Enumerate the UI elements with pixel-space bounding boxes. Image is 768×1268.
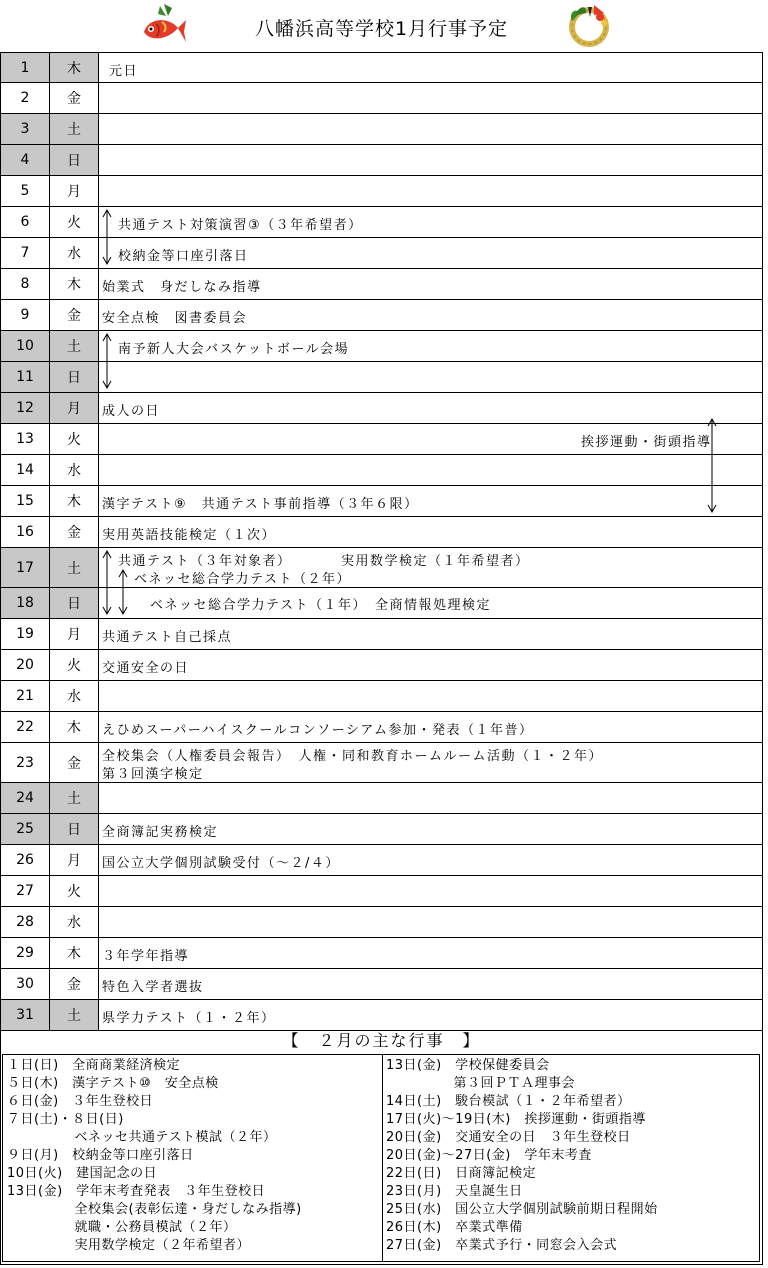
- day-number: 17: [0, 548, 50, 588]
- event-cell: [99, 619, 763, 650]
- event-cell: [99, 331, 763, 362]
- february-event: １日(日) 全商商業経済検定: [7, 1058, 181, 1073]
- weekday: 月: [50, 619, 99, 650]
- event-cell: [99, 207, 763, 238]
- event-text: 漢字テスト⑨ 共通テスト事前指導（３年６限）: [102, 497, 419, 512]
- event-cell: [99, 114, 763, 145]
- event-cell: [99, 238, 763, 269]
- day-number: 26: [0, 845, 50, 876]
- day-number: 27: [0, 876, 50, 907]
- weekday: 日: [50, 362, 99, 393]
- calendar-row: [0, 362, 763, 393]
- february-left-column: [7, 1057, 302, 1255]
- weekday: 火: [50, 424, 99, 455]
- event-cell: [99, 907, 763, 938]
- header: [0, 0, 763, 52]
- event-text: 特色入学者選抜: [102, 980, 204, 995]
- weekday: 土: [50, 331, 99, 362]
- day-number: 10: [0, 331, 50, 362]
- event-cell: [99, 362, 763, 393]
- event-text: 成人の日: [102, 404, 161, 419]
- new-year-wreath-icon: [564, 1, 614, 49]
- day-number: 24: [0, 783, 50, 814]
- event-text: 共通テスト（３年対象者）: [118, 554, 292, 569]
- weekday: 木: [50, 938, 99, 969]
- weekday: 木: [50, 486, 99, 517]
- day-number: 6: [0, 207, 50, 238]
- event-text: 校納金等口座引落日: [118, 249, 249, 264]
- day-number: 2: [0, 83, 50, 114]
- day-number: 30: [0, 969, 50, 1000]
- event-text: 安全点検 図書委員会: [102, 311, 248, 326]
- calendar-row: [0, 145, 763, 176]
- event-cell: [99, 486, 763, 517]
- weekday: 月: [50, 393, 99, 424]
- february-event: ベネッセ共通テスト模試（２年）: [7, 1130, 277, 1145]
- day-number: 3: [0, 114, 50, 145]
- event-text: 全校集会（人権委員会報告） 人権・同和教育ホームルーム活動（１・２年）: [102, 749, 604, 764]
- column-divider: [382, 1055, 383, 1261]
- day-number: 23: [0, 743, 50, 783]
- weekday: 火: [50, 876, 99, 907]
- day-number: 18: [0, 588, 50, 619]
- event-text: ３年学年指導: [102, 949, 190, 964]
- february-event: 22日(日) 日商簿記検定: [386, 1166, 537, 1181]
- event-text: 共通テスト対策演習③（３年希望者）: [118, 218, 363, 233]
- day-number: 28: [0, 907, 50, 938]
- february-event: 就職・公務員模試（２年）: [7, 1220, 237, 1235]
- weekday: 水: [50, 455, 99, 486]
- calendar-row: [0, 517, 763, 548]
- event-cell: [99, 650, 763, 681]
- event-cell: [99, 455, 763, 486]
- event-cell: [99, 712, 763, 743]
- event-cell: [99, 548, 763, 588]
- february-event: 10日(火) 建国記念の日: [7, 1166, 158, 1181]
- weekday: 日: [50, 588, 99, 619]
- calendar-row: [0, 969, 763, 1000]
- event-cell: [99, 783, 763, 814]
- calendar-row: [0, 845, 763, 876]
- day-number: 12: [0, 393, 50, 424]
- event-cell: [99, 938, 763, 969]
- calendar-row: [0, 269, 763, 300]
- february-event: ６日(金) ３年生登校日: [7, 1094, 154, 1109]
- day-number: 20: [0, 650, 50, 681]
- event-cell: [99, 52, 763, 83]
- event-cell: [99, 876, 763, 907]
- calendar-row: [0, 588, 763, 619]
- day-number: 5: [0, 176, 50, 207]
- february-event: 27日(金) 卒業式予行・同窓会入会式: [386, 1238, 618, 1253]
- event-cell: [99, 393, 763, 424]
- february-event: 13日(金) 学校保健委員会: [386, 1058, 550, 1073]
- event-text: 実用数学検定（１年希望者）: [341, 554, 530, 569]
- weekday: 金: [50, 83, 99, 114]
- february-event: 14日(土) 駿台模試（１・２年希望者）: [386, 1094, 631, 1109]
- day-number: 25: [0, 814, 50, 845]
- calendar-row: [0, 619, 763, 650]
- weekday: 土: [50, 548, 99, 588]
- february-event: 23日(月) 天皇誕生日: [386, 1184, 523, 1199]
- page-title: 八幡浜高等学校1月行事予定: [254, 18, 509, 40]
- day-number: 8: [0, 269, 50, 300]
- february-event: 13日(金) 学年末考査発表 ３年生登校日: [7, 1184, 266, 1199]
- calendar-row: [0, 238, 763, 269]
- calendar-row: [0, 331, 763, 362]
- event-text: 第３回漢字検定: [102, 767, 204, 782]
- day-number: 9: [0, 300, 50, 331]
- day-number: 14: [0, 455, 50, 486]
- event-text: 県学力テスト（１・２年）: [102, 1011, 276, 1026]
- calendar-row: [0, 548, 763, 588]
- event-cell: [99, 176, 763, 207]
- weekday: 水: [50, 907, 99, 938]
- weekday: 火: [50, 650, 99, 681]
- february-event: 第３回ＰＴＡ理事会: [386, 1076, 576, 1091]
- weekday: 木: [50, 52, 99, 83]
- february-box: [2, 1054, 760, 1262]
- weekday: 水: [50, 238, 99, 269]
- day-number: 11: [0, 362, 50, 393]
- event-text: 交通安全の日: [102, 661, 190, 676]
- weekday: 木: [50, 712, 99, 743]
- day-number: 19: [0, 619, 50, 650]
- event-cell: [99, 814, 763, 845]
- calendar-row: [0, 455, 763, 486]
- day-number: 29: [0, 938, 50, 969]
- calendar-row: [0, 814, 763, 845]
- event-cell: [99, 588, 763, 619]
- february-event: 17日(火)～19日(木) 挨拶運動・街頭指導: [386, 1112, 646, 1127]
- day-number: 1: [0, 52, 50, 83]
- event-text: 全商簿記実務検定: [102, 825, 219, 840]
- february-event: 26日(木) 卒業式準備: [386, 1220, 523, 1235]
- event-text: 実用英語技能検定（１次）: [102, 528, 277, 543]
- calendar-row: [0, 783, 763, 814]
- weekday: 土: [50, 783, 99, 814]
- weekday: 金: [50, 969, 99, 1000]
- february-event: 実用数学検定（２年希望者）: [7, 1238, 251, 1253]
- event-text: 共通テスト自己採点: [102, 630, 232, 645]
- calendar-row: [0, 743, 763, 783]
- calendar-row: [0, 424, 763, 455]
- february-summary: [0, 1024, 763, 1265]
- weekday: 日: [50, 814, 99, 845]
- event-text: ベネッセ総合学力テスト（１年） 全商情報処理検定: [150, 598, 491, 613]
- february-event: ７日(土)・８日(日): [7, 1112, 124, 1127]
- day-number: 4: [0, 145, 50, 176]
- day-number: 22: [0, 712, 50, 743]
- event-cell: [99, 145, 763, 176]
- weekday: 月: [50, 176, 99, 207]
- february-event: 20日(金)～27日(金) 学年末考査: [386, 1148, 592, 1163]
- event-text: 元日: [109, 64, 139, 79]
- calendar-row: [0, 486, 763, 517]
- calendar-row: [0, 83, 763, 114]
- event-cell: [99, 969, 763, 1000]
- calendar-row: [0, 52, 763, 83]
- calendar-row: [0, 712, 763, 743]
- event-cell: [99, 681, 763, 712]
- day-number: 16: [0, 517, 50, 548]
- weekday: 日: [50, 145, 99, 176]
- calendar-row: [0, 907, 763, 938]
- event-text: ベネッセ総合学力テスト（２年）: [134, 572, 351, 587]
- event-text: 南予新人大会バスケットボール会場: [118, 342, 350, 357]
- day-number: 31: [0, 1000, 50, 1031]
- weekday: 金: [50, 743, 99, 783]
- calendar-row: [0, 300, 763, 331]
- calendar-row: [0, 938, 763, 969]
- february-title: 【 ２月の主な行事 】: [282, 1031, 481, 1050]
- february-event: ９日(月) 校納金等口座引落日: [7, 1148, 194, 1163]
- event-text: 始業式 身だしなみ指導: [102, 280, 262, 295]
- calendar-row: [0, 393, 763, 424]
- event-cell: [99, 269, 763, 300]
- weekday: 木: [50, 269, 99, 300]
- calendar-row: [0, 176, 763, 207]
- february-event: 25日(水) 国公立大学個別試験前期日程開始: [386, 1202, 658, 1217]
- weekday: 月: [50, 845, 99, 876]
- event-text: 国公立大学個別試験受付（～２/４）: [102, 856, 340, 871]
- february-event: 全校集会(表彰伝達・身だしなみ指導): [7, 1202, 302, 1217]
- day-number: 21: [0, 681, 50, 712]
- february-right-column: [386, 1057, 658, 1255]
- february-event: ５日(木) 漢字テスト⑩ 安全点検: [7, 1076, 219, 1091]
- weekday: 火: [50, 207, 99, 238]
- event-cell: [99, 300, 763, 331]
- weekday: 金: [50, 517, 99, 548]
- event-cell: [99, 424, 763, 455]
- february-event: 20日(金) 交通安全の日 ３年生登校日: [386, 1130, 631, 1145]
- weekday: 土: [50, 1000, 99, 1031]
- event-cell: [99, 517, 763, 548]
- event-text: 挨拶運動・街頭指導: [581, 435, 712, 450]
- calendar-row: [0, 681, 763, 712]
- calendar-row: [0, 876, 763, 907]
- event-cell: [99, 845, 763, 876]
- weekday: 水: [50, 681, 99, 712]
- event-text: えひめスーパーハイスクールコンソーシアム参加・発表（１年普）: [102, 723, 534, 738]
- calendar-row: [0, 650, 763, 681]
- calendar-row: [0, 207, 763, 238]
- event-cell: [99, 83, 763, 114]
- day-number: 7: [0, 238, 50, 269]
- calendar-row: [0, 114, 763, 145]
- day-number: 15: [0, 486, 50, 517]
- weekday: 金: [50, 300, 99, 331]
- event-cell: [99, 743, 763, 783]
- weekday: 土: [50, 114, 99, 145]
- day-number: 13: [0, 424, 50, 455]
